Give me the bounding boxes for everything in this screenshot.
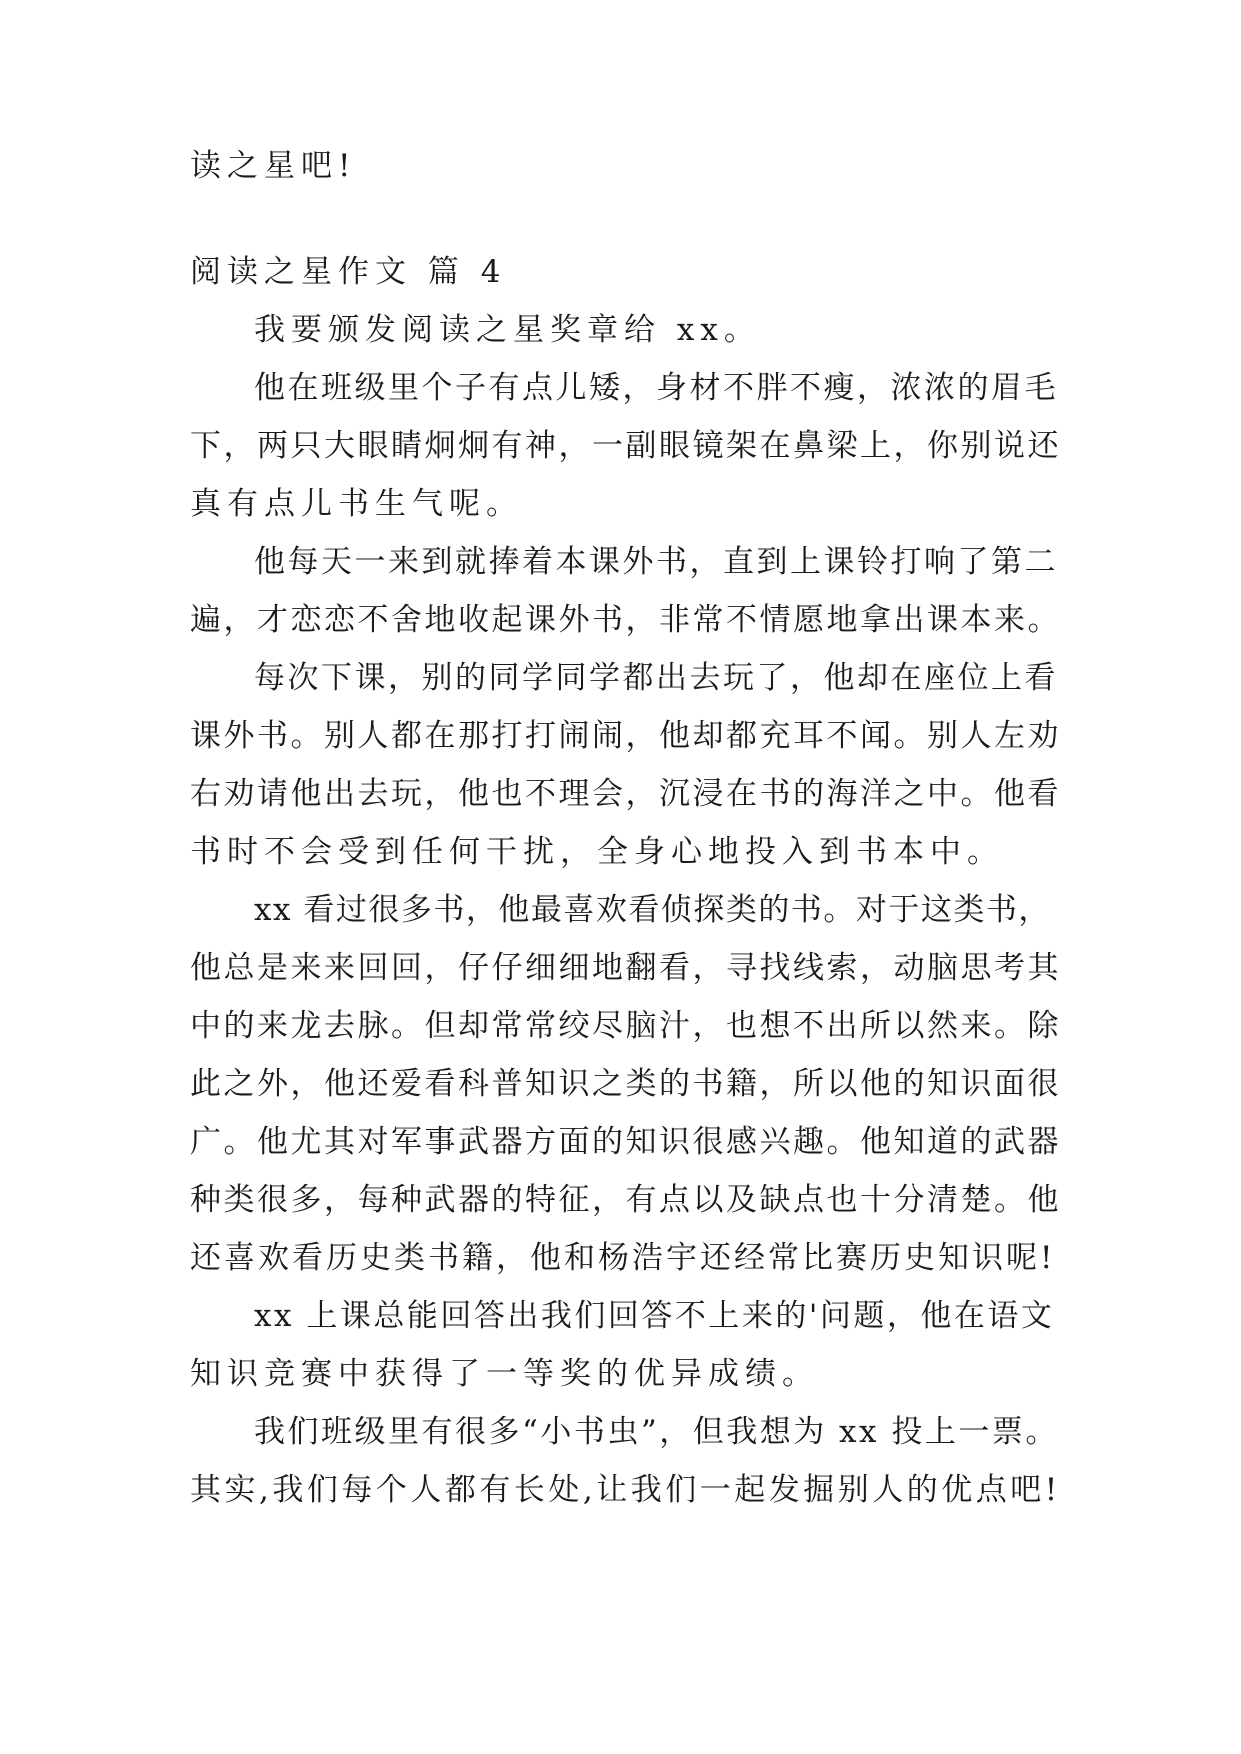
text-line: 他在班级里个子有点儿矮，身材不胖不瘦，浓浓的眉毛	[254, 370, 1058, 406]
section-heading: 阅读之星作文 篇 4	[190, 254, 507, 290]
text-line: 真有点儿书生气呢。	[190, 486, 523, 522]
text-line: 每次下课，别的同学同学都出去玩了，他却在座位上看	[254, 660, 1058, 696]
text-line: 还喜欢看历史类书籍，他和杨浩宇还经常比赛历史知识呢!	[190, 1240, 1056, 1276]
text-line: 书时不会受到任何干扰，全身心地投入到书本中。	[190, 834, 1004, 870]
text-line: xx 上课总能回答出我们回答不上来的'问题，他在语文	[254, 1298, 1055, 1334]
text-line: 中的来龙去脉。但却常常绞尽脑汁，也想不出所以然来。除	[190, 1008, 1061, 1044]
text-line: 我们班级里有很多“小书虫”，但我想为 xx 投上一票。	[254, 1414, 1059, 1450]
text-line: 广。他尤其对军事武器方面的知识很感兴趣。他知道的武器	[190, 1124, 1061, 1160]
text-line: 其实,我们每个人都有长处,让我们一起发掘别人的优点吧!	[190, 1472, 1061, 1508]
text-line: 右劝请他出去玩，他也不理会，沉浸在书的海洋之中。他看	[190, 776, 1061, 812]
text-line: 我要颁发阅读之星奖章给 xx。	[254, 312, 761, 348]
text-line: 此之外，他还爱看科普知识之类的书籍，所以他的知识面很	[190, 1066, 1061, 1102]
text-line: 遍，才恋恋不舍地收起课外书，非常不情愿地拿出课本来。	[190, 602, 1061, 638]
text-line: 种类很多，每种武器的特征，有点以及缺点也十分清楚。他	[190, 1182, 1061, 1218]
text-line: 知识竞赛中获得了一等奖的优异成绩。	[190, 1356, 819, 1392]
text-line: 课外书。别人都在那打打闹闹，他却都充耳不闻。别人左劝	[190, 718, 1061, 754]
text-line: 他总是来来回回，仔仔细细地翻看，寻找线索，动脑思考其	[190, 950, 1061, 986]
text-line: 下，两只大眼睛炯炯有神，一副眼镜架在鼻梁上，你别说还	[190, 428, 1061, 464]
continuation-line: 读之星吧!	[190, 148, 357, 184]
text-line: xx 看过很多书，他最喜欢看侦探类的书。对于这类书，	[254, 892, 1051, 928]
text-line: 他每天一来到就捧着本课外书，直到上课铃打响了第二	[254, 544, 1058, 580]
